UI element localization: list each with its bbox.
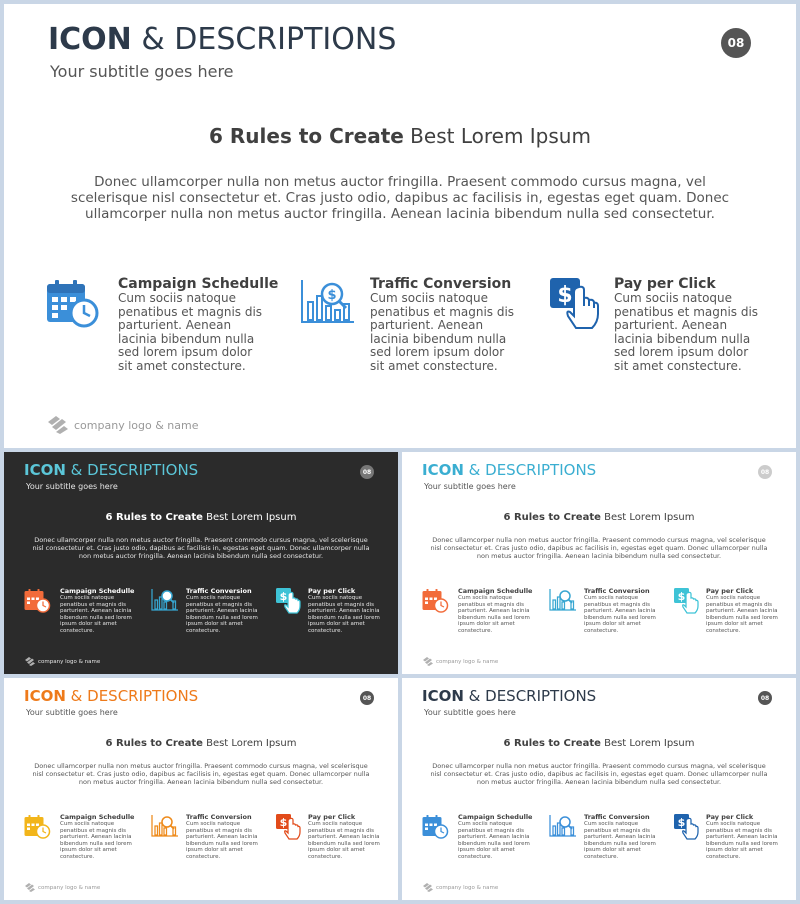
- feature-title-campaign: Campaign Schedulle: [118, 276, 279, 292]
- intro-paragraph: Donec ullamcorper nulla non metus auctor fringilla. Praesent commodo cursus magna, vel scelerisque nisl consectetur et. Cras justo odio, dapibus ac facilisis in, egestas eget quam. Donec ullamcorper nulla non metus auctor fringilla. Aenean lacinia bibendum nulla sed consectetur.: [32, 536, 370, 560]
- slide-title: ICON & DESCRIPTIONS: [422, 461, 597, 479]
- svg-text:$: $: [279, 816, 288, 829]
- feature-title-pay: Pay per Click: [706, 813, 754, 821]
- calendar-clock-icon: [422, 589, 449, 613]
- company-logo: company logo & name: [24, 883, 100, 892]
- variant-slide-blue: [402, 678, 796, 900]
- svg-text:$: $: [677, 816, 686, 829]
- section-heading: 6 Rules to Create Best Lorem Ipsum: [209, 124, 591, 148]
- page-number-badge: 08: [360, 691, 374, 705]
- intro-paragraph: Donec ullamcorper nulla non metus auctor fringilla. Praesent commodo cursus magna, vel scelerisque nisl consectetur et. Cras justo odio, dapibus ac facilisis in, egestas eget quam. Donec ullamcorper nulla non metus auctor fringilla. Aenean lacinia bibendum nulla sed consectetur.: [32, 762, 370, 786]
- feature-title-traffic: Traffic Conversion: [584, 813, 650, 821]
- feature-title-traffic: Traffic Conversion: [370, 276, 512, 292]
- section-heading: 6 Rules to Create Best Lorem Ipsum: [503, 512, 695, 523]
- feature-desc-pay: Cum sociis natoque penatibus et magnis dis parturient. Aenean lacinia bibendum nulla sed lorem ipsum dolor sit amet constecture.: [308, 595, 380, 634]
- intro-paragraph: Donec ullamcorper nulla non metus auctor fringilla. Praesent commodo cursus magna, vel scelerisque nisl consectetur et. Cras justo odio, dapibus ac facilisis in, egestas eget quam. Donec ullamcorper nulla non metus auctor fringilla. Aenean lacinia bibendum nulla sed consectetur.: [70, 174, 730, 222]
- company-logo: company logo & name: [24, 657, 100, 666]
- feature-title-campaign: Campaign Schedulle: [60, 587, 135, 595]
- slide-subtitle: Your subtitle goes here: [424, 482, 516, 491]
- slide-subtitle: Your subtitle goes here: [26, 708, 118, 717]
- feature-desc-pay: Cum sociis natoque penatibus et magnis dis parturient. Aenean lacinia bibendum nulla sed lorem ipsum dolor sit amet constecture.: [308, 821, 380, 860]
- feature-desc-traffic: Cum sociis natoque penatibus et magnis dis parturient. Aenean lacinia bibendum nulla sed lorem ipsum dolor sit amet constecture.: [186, 595, 258, 634]
- section-heading: 6 Rules to Create Best Lorem Ipsum: [105, 738, 297, 749]
- svg-text:$: $: [677, 590, 686, 603]
- feature-title-traffic: Traffic Conversion: [584, 587, 650, 595]
- feature-title-campaign: Campaign Schedulle: [458, 813, 533, 821]
- feature-desc-traffic: Cum sociis natoque penatibus et magnis dis parturient. Aenean lacinia bibendum nulla sed lorem ipsum dolor sit amet constecture.: [186, 821, 258, 860]
- dollar-click-icon: [275, 813, 303, 840]
- logo-icon: [422, 883, 433, 892]
- feature-title-pay: Pay per Click: [614, 276, 716, 292]
- feature-title-campaign: Campaign Schedulle: [60, 813, 135, 821]
- svg-text:$: $: [327, 288, 337, 303]
- feature-desc-pay: Cum sociis natoque penatibus et magnis dis parturient. Aenean lacinia bibendum nulla sed lorem ipsum dolor sit amet constecture.: [706, 821, 778, 860]
- company-logo: company logo & name: [46, 416, 198, 434]
- logo-icon: [422, 657, 433, 666]
- variant-slide-dark: [4, 452, 398, 674]
- section-heading: 6 Rules to Create Best Lorem Ipsum: [105, 512, 297, 523]
- feature-desc-pay: Cum sociis natoque penatibus et magnis dis parturient. Aenean lacinia bibendum nulla sed lorem ipsum dolor sit amet constecture.: [614, 291, 759, 373]
- logo-icon: [46, 416, 68, 434]
- chart-magnifier-icon: [300, 278, 356, 326]
- page-number-badge: 08: [758, 465, 772, 479]
- chart-magnifier-icon: [549, 588, 577, 612]
- feature-title-traffic: Traffic Conversion: [186, 587, 252, 595]
- page-number-badge: 08: [758, 691, 772, 705]
- feature-title-traffic: Traffic Conversion: [186, 813, 252, 821]
- calendar-clock-icon: [24, 589, 51, 613]
- intro-paragraph: Donec ullamcorper nulla non metus auctor fringilla. Praesent commodo cursus magna, vel scelerisque nisl consectetur et. Cras justo odio, dapibus ac facilisis in, egestas eget quam. Donec ullamcorper nulla non metus auctor fringilla. Aenean lacinia bibendum nulla sed consectetur.: [430, 762, 768, 786]
- logo-icon: [24, 657, 35, 666]
- variant-slide-light-blue: [402, 452, 796, 674]
- calendar-clock-icon: [24, 815, 51, 839]
- dollar-click-icon: [673, 813, 701, 840]
- feature-desc-traffic: Cum sociis natoque penatibus et magnis dis parturient. Aenean lacinia bibendum nulla sed lorem ipsum dolor sit amet constecture.: [370, 291, 515, 373]
- variant-slide-orange: [4, 678, 398, 900]
- page-number-badge: 08: [721, 28, 751, 58]
- feature-desc-campaign: Cum sociis natoque penatibus et magnis dis parturient. Aenean lacinia bibendum nulla sed lorem ipsum dolor sit amet constecture.: [60, 821, 132, 860]
- chart-magnifier-icon: [151, 588, 179, 612]
- feature-desc-traffic: Cum sociis natoque penatibus et magnis dis parturient. Aenean lacinia bibendum nulla sed lorem ipsum dolor sit amet constecture.: [584, 595, 656, 634]
- company-logo: company logo & name: [422, 883, 498, 892]
- feature-desc-pay: Cum sociis natoque penatibus et magnis dis parturient. Aenean lacinia bibendum nulla sed lorem ipsum dolor sit amet constecture.: [706, 595, 778, 634]
- slide-title: ICON & DESCRIPTIONS: [422, 687, 597, 705]
- dollar-click-icon: [548, 276, 604, 330]
- slide-title: ICON & DESCRIPTIONS: [48, 22, 397, 57]
- dollar-click-icon: [275, 587, 303, 614]
- feature-desc-campaign: Cum sociis natoque penatibus et magnis dis parturient. Aenean lacinia bibendum nulla sed lorem ipsum dolor sit amet constecture.: [458, 821, 530, 860]
- intro-paragraph: Donec ullamcorper nulla non metus auctor fringilla. Praesent commodo cursus magna, vel scelerisque nisl consectetur et. Cras justo odio, dapibus ac facilisis in, egestas eget quam. Donec ullamcorper nulla non metus auctor fringilla. Aenean lacinia bibendum nulla sed consectetur.: [430, 536, 768, 560]
- slide-title: ICON & DESCRIPTIONS: [24, 687, 199, 705]
- svg-text:$: $: [279, 590, 288, 603]
- main-slide: [4, 4, 796, 448]
- dollar-click-icon: [673, 587, 701, 614]
- feature-title-pay: Pay per Click: [706, 587, 754, 595]
- feature-title-pay: Pay per Click: [308, 813, 356, 821]
- calendar-clock-icon: [46, 280, 100, 328]
- feature-title-campaign: Campaign Schedulle: [458, 587, 533, 595]
- logo-icon: [24, 883, 35, 892]
- page-number-badge: 08: [360, 465, 374, 479]
- feature-desc-campaign: Cum sociis natoque penatibus et magnis dis parturient. Aenean lacinia bibendum nulla sed lorem ipsum dolor sit amet constecture.: [60, 595, 132, 634]
- calendar-clock-icon: [422, 815, 449, 839]
- feature-title-pay: Pay per Click: [308, 587, 356, 595]
- feature-desc-campaign: Cum sociis natoque penatibus et magnis dis parturient. Aenean lacinia bibendum nulla sed lorem ipsum dolor sit amet constecture.: [118, 291, 263, 373]
- slide-subtitle: Your subtitle goes here: [50, 62, 234, 81]
- svg-text:$: $: [557, 283, 573, 308]
- chart-magnifier-icon: [151, 814, 179, 838]
- chart-magnifier-icon: [549, 814, 577, 838]
- company-logo: company logo & name: [422, 657, 498, 666]
- section-heading: 6 Rules to Create Best Lorem Ipsum: [503, 738, 695, 749]
- slide-subtitle: Your subtitle goes here: [424, 708, 516, 717]
- slide-title: ICON & DESCRIPTIONS: [24, 461, 199, 479]
- feature-desc-traffic: Cum sociis natoque penatibus et magnis dis parturient. Aenean lacinia bibendum nulla sed lorem ipsum dolor sit amet constecture.: [584, 821, 656, 860]
- slide-subtitle: Your subtitle goes here: [26, 482, 118, 491]
- feature-desc-campaign: Cum sociis natoque penatibus et magnis dis parturient. Aenean lacinia bibendum nulla sed lorem ipsum dolor sit amet constecture.: [458, 595, 530, 634]
